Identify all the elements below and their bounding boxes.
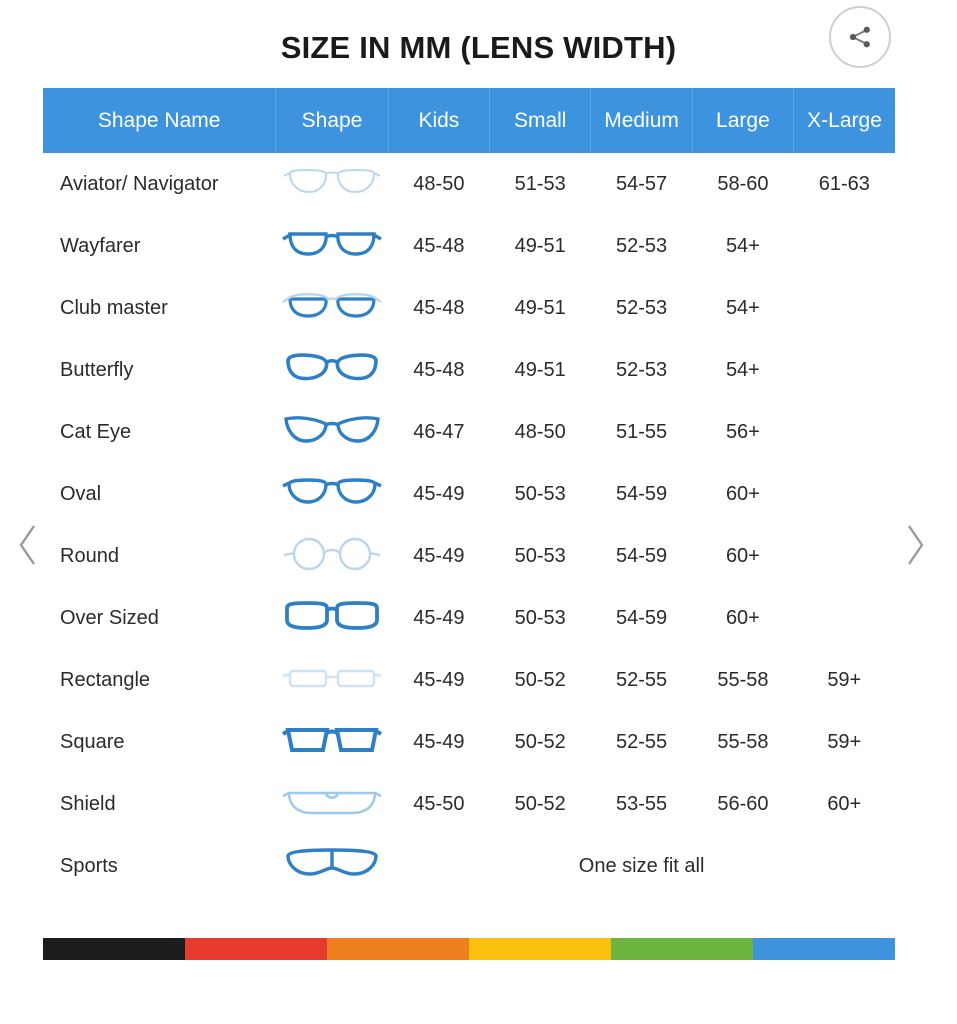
- cell-xlarge: [794, 401, 895, 463]
- shield-glasses-icon: [280, 781, 384, 823]
- cell-small: 51-53: [514, 172, 566, 195]
- cell-large: 54+: [725, 234, 760, 257]
- round-glasses-icon: [280, 533, 384, 575]
- cell-shape-name: Over Sized: [60, 606, 159, 629]
- table-row: [43, 649, 895, 711]
- table-row: [43, 153, 895, 215]
- cell-xlarge: 59+: [827, 730, 862, 753]
- color-swatch-green: [611, 938, 753, 960]
- table-row: [43, 215, 895, 277]
- color-bar: [43, 938, 895, 960]
- cell-large: 60+: [725, 606, 760, 629]
- cell-shape-glyph: [276, 339, 388, 401]
- cell-shape-name: Butterfly: [60, 358, 134, 381]
- color-swatch-black: [43, 938, 185, 960]
- cell-shape-name: Aviator/ Navigator: [60, 172, 219, 195]
- cell-one-size-note: One size fit all: [578, 854, 705, 877]
- cell-small: 49-51: [514, 296, 566, 319]
- cell-medium: 54-59: [615, 544, 668, 567]
- cell-shape-glyph: [276, 835, 388, 897]
- cell-shape-glyph: [276, 773, 388, 835]
- cell-medium: 54-57: [615, 172, 668, 195]
- column-header-shape: Shape: [276, 88, 388, 153]
- color-swatch-orange: [327, 938, 469, 960]
- color-swatch-blue: [753, 938, 895, 960]
- cell-small: 50-53: [514, 482, 566, 505]
- cell-kids: 45-48: [413, 358, 465, 381]
- cell-shape-glyph: [276, 401, 388, 463]
- cell-xlarge: [794, 215, 895, 277]
- cell-small: 50-52: [514, 730, 566, 753]
- cell-shape-name: Wayfarer: [60, 234, 141, 257]
- cell-shape-glyph: [276, 215, 388, 277]
- cell-small: 48-50: [514, 420, 566, 443]
- cell-shape-glyph: [276, 277, 388, 339]
- cell-kids: 45-49: [413, 482, 465, 505]
- share-icon: [845, 22, 875, 52]
- carousel-prev-button[interactable]: [8, 515, 48, 575]
- cell-xlarge: 60+: [827, 792, 862, 815]
- cell-shape-name: Sports: [60, 854, 118, 877]
- column-header-kids: Kids: [388, 88, 489, 153]
- table-row: [43, 401, 895, 463]
- cateye-glasses-icon: [280, 409, 384, 451]
- cell-xlarge: 61-63: [818, 172, 870, 195]
- cell-kids: 45-49: [413, 668, 465, 691]
- cell-kids: 46-47: [413, 420, 465, 443]
- size-chart-card: [43, 88, 895, 897]
- cell-large: 60+: [725, 544, 760, 567]
- cell-shape-glyph: [276, 153, 388, 215]
- table-row: [43, 463, 895, 525]
- cell-shape-name: Oval: [60, 482, 102, 505]
- cell-medium: 54-59: [615, 606, 668, 629]
- column-header-shape-name: Shape Name: [43, 88, 276, 153]
- chevron-left-icon: [15, 520, 41, 570]
- table-row: [43, 773, 895, 835]
- rectangle-glasses-icon: [280, 657, 384, 699]
- cell-medium: 52-53: [615, 296, 668, 319]
- cell-large: 58-60: [717, 172, 769, 195]
- column-header-large: Large: [692, 88, 793, 153]
- cell-small: 50-53: [514, 544, 566, 567]
- cell-small: 49-51: [514, 358, 566, 381]
- cell-medium: 54-59: [615, 482, 668, 505]
- cell-small: 50-52: [514, 792, 566, 815]
- table-row: [43, 587, 895, 649]
- table-row: [43, 277, 895, 339]
- table-row: [43, 525, 895, 587]
- cell-shape-name: Club master: [60, 296, 168, 319]
- column-header-small: Small: [490, 88, 591, 153]
- cell-medium: 52-53: [615, 358, 668, 381]
- size-chart-table: [43, 88, 895, 897]
- cell-kids: 45-48: [413, 296, 465, 319]
- cell-xlarge: 59+: [827, 668, 862, 691]
- wayfarer-glasses-icon: [280, 223, 384, 265]
- cell-shape-name: Rectangle: [60, 668, 151, 691]
- aviator-glasses-icon: [280, 161, 384, 203]
- cell-medium: 52-53: [615, 234, 668, 257]
- table-header-row: [43, 88, 895, 153]
- cell-large: 55-58: [717, 730, 769, 753]
- cell-xlarge: [794, 587, 895, 649]
- cell-xlarge: [794, 339, 895, 401]
- column-header-medium: Medium: [591, 88, 692, 153]
- cell-shape-name: Cat Eye: [60, 420, 132, 443]
- cell-small: 50-52: [514, 668, 566, 691]
- oversized-glasses-icon: [280, 595, 384, 637]
- cell-shape-name: Round: [60, 544, 119, 567]
- square-glasses-icon: [280, 719, 384, 761]
- cell-kids: 45-48: [413, 234, 465, 257]
- cell-large: 56+: [725, 420, 760, 443]
- oval-glasses-icon: [280, 471, 384, 513]
- cell-large: 60+: [725, 482, 760, 505]
- cell-large: 54+: [725, 296, 760, 319]
- cell-large: 54+: [725, 358, 760, 381]
- cell-shape-glyph: [276, 525, 388, 587]
- cell-shape-glyph: [276, 711, 388, 773]
- cell-medium: 52-55: [615, 668, 668, 691]
- cell-medium: 52-55: [615, 730, 668, 753]
- chevron-right-icon: [902, 520, 928, 570]
- cell-kids: 45-49: [413, 544, 465, 567]
- cell-kids: 48-50: [413, 172, 465, 195]
- cell-shape-glyph: [276, 649, 388, 711]
- share-button[interactable]: [829, 6, 891, 68]
- cell-small: 49-51: [514, 234, 566, 257]
- cell-large: 56-60: [717, 792, 769, 815]
- cell-kids: 45-50: [413, 792, 465, 815]
- cell-shape-glyph: [276, 587, 388, 649]
- table-body: [43, 153, 895, 897]
- cell-medium: 51-55: [615, 420, 668, 443]
- sports-glasses-icon: [280, 843, 384, 885]
- clubmaster-glasses-icon: [280, 285, 384, 327]
- cell-small: 50-53: [514, 606, 566, 629]
- table-header: [43, 88, 895, 153]
- cell-kids: 45-49: [413, 730, 465, 753]
- table-row: [43, 711, 895, 773]
- cell-large: 55-58: [717, 668, 769, 691]
- page-title: SIZE IN MM (LENS WIDTH): [280, 30, 677, 65]
- cell-xlarge: [794, 525, 895, 587]
- color-swatch-red: [185, 938, 327, 960]
- cell-kids: 45-49: [413, 606, 465, 629]
- table-row: [43, 835, 895, 897]
- table-row: [43, 339, 895, 401]
- color-swatch-yellow: [469, 938, 611, 960]
- carousel-next-button[interactable]: [895, 515, 935, 575]
- butterfly-glasses-icon: [280, 347, 384, 389]
- cell-xlarge: [794, 463, 895, 525]
- bottom-blank-area: [0, 975, 957, 1024]
- cell-shape-glyph: [276, 463, 388, 525]
- cell-xlarge: [794, 277, 895, 339]
- column-header-xlarge: X-Large: [794, 88, 895, 153]
- page-title-bar: [0, 18, 957, 78]
- cell-medium: 53-55: [615, 792, 668, 815]
- cell-shape-name: Square: [60, 730, 125, 753]
- cell-shape-name: Shield: [60, 792, 116, 815]
